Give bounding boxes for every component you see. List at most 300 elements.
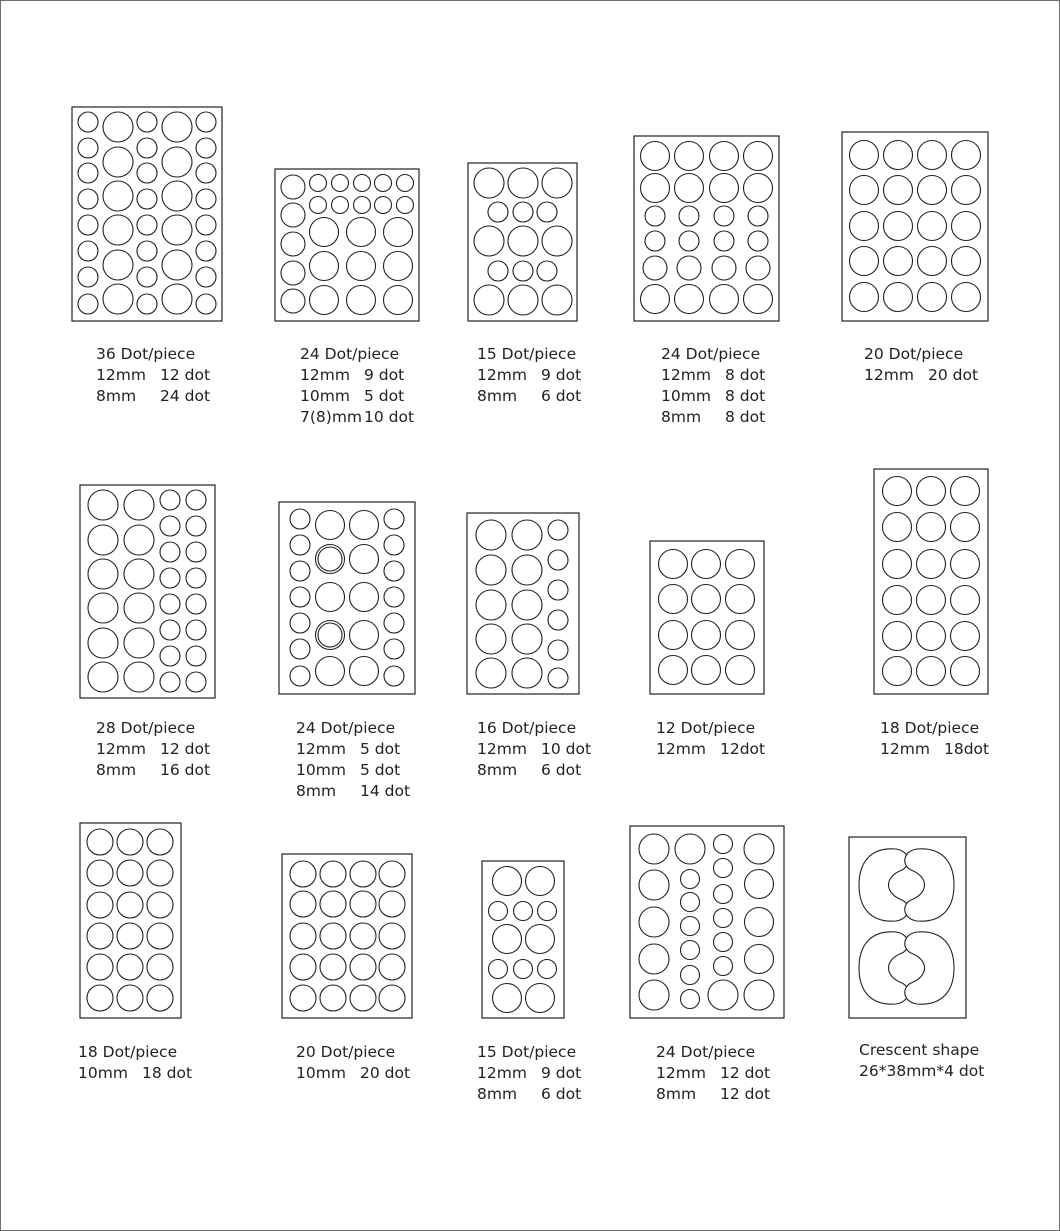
dot-patch [952,247,981,276]
dot-count: 12dot [720,740,766,758]
dot-patch [384,613,404,633]
dot-patch [124,559,154,589]
dot-patch [692,656,721,685]
dot-patch [87,923,113,949]
dot-size: 8mm [661,408,702,426]
dot-patch [87,892,113,918]
dot-patch [397,197,414,214]
dot-patch [538,902,557,921]
dot-patch [137,189,157,209]
dot-patch [681,941,700,960]
sheet-24-dot-mixed-c-caption [296,718,410,802]
dot-patch [951,622,980,651]
dot-patch [714,909,733,928]
caption-spec-row [96,386,210,407]
dot-patch [350,621,379,650]
sheet-12-dot-caption [656,718,765,760]
dot-patch [714,859,733,878]
sheet-15-dot-a [466,161,579,323]
dot-patch [350,954,376,980]
dot-patch [78,112,98,132]
sheet-crescent [847,835,968,1020]
caption-spec-row [477,739,591,760]
dot-patch [548,640,568,660]
dot-patch [117,892,143,918]
dot-size: 8mm [477,387,518,405]
caption-spec-row [96,760,210,781]
dot-size: 12mm [300,366,350,384]
sheet-18-dot-10mm-caption [78,1042,192,1084]
sheet-24-dot-mixed-d [628,824,786,1020]
caption-spec-row [96,739,210,760]
dot-patch [746,256,770,280]
dot-patch [884,283,913,312]
dot-patch [639,870,669,900]
caption-title: 12 Dot/piece [656,719,756,737]
dot-size: 10mm [300,387,350,405]
dot-patch [88,490,118,520]
dot-patch [745,908,774,937]
dot-patch [117,860,143,886]
dot-patch [384,587,404,607]
caption-title: 20 Dot/piece [864,345,964,363]
dot-patch [883,513,912,542]
dot-count: 9 dot [541,366,582,384]
dot-patch [160,672,180,692]
dot-patch [384,639,404,659]
dot-patch [186,672,206,692]
dot-patch [318,547,342,571]
dot-patch [160,646,180,666]
dot-patch [78,267,98,287]
dot-patch [354,175,371,192]
dot-patch [137,163,157,183]
caption-title: 24 Dot/piece [300,345,400,363]
caption-spec: 26*38mm*4 dot [859,1062,985,1080]
dot-patch [951,586,980,615]
dot-patch [748,231,768,251]
dot-patch [850,176,879,205]
dot-patch [714,885,733,904]
dot-patch [162,181,192,211]
dot-patch [78,189,98,209]
dot-patch [508,285,538,315]
dot-patch [160,620,180,640]
dot-size: 10mm [661,387,711,405]
dot-patch [290,985,316,1011]
dot-patch [186,516,206,536]
dot-patch [714,933,733,952]
dot-patch [162,284,192,314]
dot-patch [281,261,305,285]
dot-patch [87,860,113,886]
dot-patch [196,112,216,132]
caption-title: 15 Dot/piece [477,1043,577,1061]
caption-title: 20 Dot/piece [296,1043,396,1061]
dot-patch [103,112,133,142]
dot-patch [88,525,118,555]
dot-patch [917,477,946,506]
dot-patch [951,513,980,542]
caption-title: 24 Dot/piece [656,1043,756,1061]
dot-count: 8 dot [725,366,766,384]
dot-patch [290,561,310,581]
dot-patch [917,513,946,542]
dot-patch [186,568,206,588]
dot-patch [918,212,947,241]
dot-patch [103,147,133,177]
dot-patch [493,984,522,1013]
dot-patch [87,954,113,980]
dot-count: 12 dot [720,1064,771,1082]
dot-count: 12 dot [160,740,211,758]
caption-spec-row [300,365,414,386]
dot-patch [679,231,699,251]
dot-count: 10 dot [541,740,592,758]
dot-patch [659,585,688,614]
dot-patch [917,586,946,615]
caption-spec-row [78,1063,192,1084]
sheet-24-dot-mixed-a-caption [300,344,414,428]
dot-patch [117,985,143,1011]
dot-patch [137,112,157,132]
caption-title: 28 Dot/piece [96,719,196,737]
dot-patch [350,657,379,686]
dot-patch [137,267,157,287]
dot-patch [679,206,699,226]
dot-patch [137,215,157,235]
dot-patch [78,163,98,183]
dot-patch [710,142,739,171]
sheet-12-dot [648,539,766,696]
dot-patch [675,834,705,864]
dot-patch [397,175,414,192]
dot-patch [117,829,143,855]
caption-spec-row [477,386,581,407]
dot-patch [744,980,774,1010]
caption-title: 18 Dot/piece [78,1043,178,1061]
dot-patch [476,590,506,620]
dot-patch [884,176,913,205]
dot-patch [290,954,316,980]
sheet-24-dot-mixed-c [277,500,417,696]
dot-count: 16 dot [160,761,211,779]
dot-count: 12 dot [160,366,211,384]
dot-patch [137,294,157,314]
dot-size: 12mm [296,740,346,758]
dot-patch [726,585,755,614]
dot-count: 18dot [944,740,990,758]
dot-count: 6 dot [541,387,582,405]
sheet-16-dot [465,511,581,696]
dot-patch [350,923,376,949]
dot-patch [744,834,774,864]
caption-spec-row [864,365,978,386]
dot-size: 12mm [477,1064,527,1082]
dot-patch [103,284,133,314]
caption-title: 36 Dot/piece [96,345,196,363]
dot-patch [78,138,98,158]
dot-patch [320,954,346,980]
dot-patch [639,980,669,1010]
dot-patch [281,289,305,313]
dot-patch [714,835,733,854]
dot-patch [124,593,154,623]
sheet-20-dot-12mm-caption [864,344,978,386]
dot-patch [726,656,755,685]
dot-patch [88,628,118,658]
dot-patch [186,594,206,614]
dot-patch [508,226,538,256]
dot-patch [645,206,665,226]
caption-spec-row [96,365,210,386]
dot-patch [78,241,98,261]
dot-patch [196,241,216,261]
dot-patch [290,923,316,949]
dot-patch [147,829,173,855]
dot-patch [641,142,670,171]
dot-patch [117,954,143,980]
dot-patch [744,285,773,314]
sheet-24-dot-mixed-a [273,167,421,323]
dot-patch [917,622,946,651]
dot-patch [88,662,118,692]
dot-size: 8mm [477,1085,518,1103]
dot-patch [918,176,947,205]
dot-patch [162,112,192,142]
sheet-16-dot-caption [477,718,591,781]
caption-spec-row [477,1063,581,1084]
dot-patch [744,142,773,171]
caption-title: 15 Dot/piece [477,345,577,363]
dot-patch [196,294,216,314]
dot-patch [310,286,339,315]
sheet-20-dot-10mm [280,852,414,1020]
dot-patch [160,568,180,588]
dot-patch [318,623,342,647]
dot-patch [745,870,774,899]
dot-patch [347,218,376,247]
dot-patch [641,285,670,314]
dot-patch [196,215,216,235]
dot-patch [548,610,568,630]
dot-patch [726,621,755,650]
dot-patch [526,984,555,1013]
dot-size: 12mm [96,740,146,758]
dot-size: 8mm [477,761,518,779]
dot-patch [512,590,542,620]
dot-patch [310,252,339,281]
dot-patch [548,520,568,540]
dot-size: 12mm [477,366,527,384]
dot-patch [117,923,143,949]
dot-patch [537,202,557,222]
sheet-36-dot-caption [96,344,210,407]
dot-patch [290,535,310,555]
dot-patch [147,892,173,918]
dot-patch [675,174,704,203]
dot-patch [884,247,913,276]
sheet-18-dot-12mm-caption [880,718,989,760]
dot-patch [103,181,133,211]
dot-patch [379,891,405,917]
dot-size: 8mm [656,1085,697,1103]
caption-spec-row [656,739,765,760]
dot-patch [160,516,180,536]
dot-patch [918,283,947,312]
sheet-15-dot-a-caption [477,344,581,407]
dot-patch [538,960,557,979]
dot-patch [379,923,405,949]
caption-title: Crescent shape [859,1041,980,1059]
dot-patch [745,945,774,974]
caption-spec-row [477,760,591,781]
dot-patch [488,202,508,222]
dot-patch [196,163,216,183]
dot-patch [476,555,506,585]
dot-count: 5 dot [360,740,401,758]
dot-patch [726,550,755,579]
dot-patch [850,247,879,276]
dot-patch [883,477,912,506]
dot-patch [320,891,346,917]
dot-patch [290,639,310,659]
dot-patch [476,520,506,550]
dot-patch [137,138,157,158]
dot-patch [681,893,700,912]
dot-patch [512,658,542,688]
caption-title: 18 Dot/piece [880,719,980,737]
dot-patch [103,215,133,245]
dot-count: 6 dot [541,761,582,779]
dot-patch [78,215,98,235]
dot-patch [681,870,700,889]
dot-count: 24 dot [160,387,211,405]
dot-patch [384,666,404,686]
dot-patch [526,867,555,896]
dot-patch [952,141,981,170]
dot-patch [384,561,404,581]
dot-size: 10mm [296,1064,346,1082]
dot-patch [290,891,316,917]
caption-spec-row [656,1084,770,1105]
dot-patch [332,175,349,192]
sheet-crescent-caption [859,1040,984,1082]
dot-patch [290,613,310,633]
dot-patch [124,662,154,692]
dot-patch [659,550,688,579]
dot-patch [708,980,738,1010]
dot-size: 12mm [656,1064,706,1082]
dot-patch [320,985,346,1011]
caption-spec-row [296,739,410,760]
dot-patch [951,550,980,579]
dot-patch [147,985,173,1011]
dot-count: 14 dot [360,782,411,800]
dot-patch [710,285,739,314]
dot-size: 10mm [296,761,346,779]
dot-patch [692,550,721,579]
dot-patch [162,215,192,245]
dot-patch [160,490,180,510]
sheet-18-dot-10mm [78,821,183,1020]
dot-count: 20 dot [928,366,979,384]
dot-patch [677,256,701,280]
caption-spec-row [477,365,581,386]
dot-patch [883,622,912,651]
dot-patch [952,283,981,312]
dot-count: 5 dot [364,387,405,405]
dot-patch [714,206,734,226]
dot-patch [137,241,157,261]
dot-patch [513,202,533,222]
dot-patch [320,923,346,949]
caption-spec-row [656,1063,770,1084]
dot-patch [489,960,508,979]
dot-patch [290,861,316,887]
dot-patch [281,175,305,199]
dot-patch [850,283,879,312]
dot-count: 9 dot [541,1064,582,1082]
sheet-15-dot-b-caption [477,1042,581,1105]
sheet-24-dot-mixed-b [632,134,781,323]
dot-patch [290,666,310,686]
dot-patch [379,861,405,887]
dot-patch [659,656,688,685]
dot-patch [917,550,946,579]
dot-patch [310,197,327,214]
dot-patch [124,490,154,520]
caption-spec-row [477,1084,581,1105]
dot-patch [542,285,572,315]
dot-patch [103,250,133,280]
dot-patch [316,657,345,686]
dot-patch [196,138,216,158]
dot-patch [512,555,542,585]
dot-patch [883,550,912,579]
dot-patch [712,256,736,280]
dot-patch [147,860,173,886]
dot-count: 6 dot [541,1085,582,1103]
dot-patch [384,252,413,281]
dot-patch [350,511,379,540]
dot-patch [162,147,192,177]
dot-patch [316,583,345,612]
dot-size: 12mm [864,366,914,384]
dot-patch [384,218,413,247]
dot-patch [350,583,379,612]
dot-size: 12mm [661,366,711,384]
dot-patch [316,511,345,540]
caption-spec-row [661,386,765,407]
dot-patch [681,966,700,985]
dot-patch [675,142,704,171]
dot-patch [692,585,721,614]
dot-patch [883,586,912,615]
dot-patch [692,621,721,650]
dot-patch [186,542,206,562]
dot-patch [350,545,379,574]
sheet-18-dot-12mm [872,467,990,696]
dot-patch [513,261,533,281]
dot-patch [147,923,173,949]
dot-patch [917,657,946,686]
dot-patch [639,907,669,937]
dot-size: 12mm [96,366,146,384]
dot-patch [379,985,405,1011]
dot-patch [160,594,180,614]
dot-patch [354,197,371,214]
